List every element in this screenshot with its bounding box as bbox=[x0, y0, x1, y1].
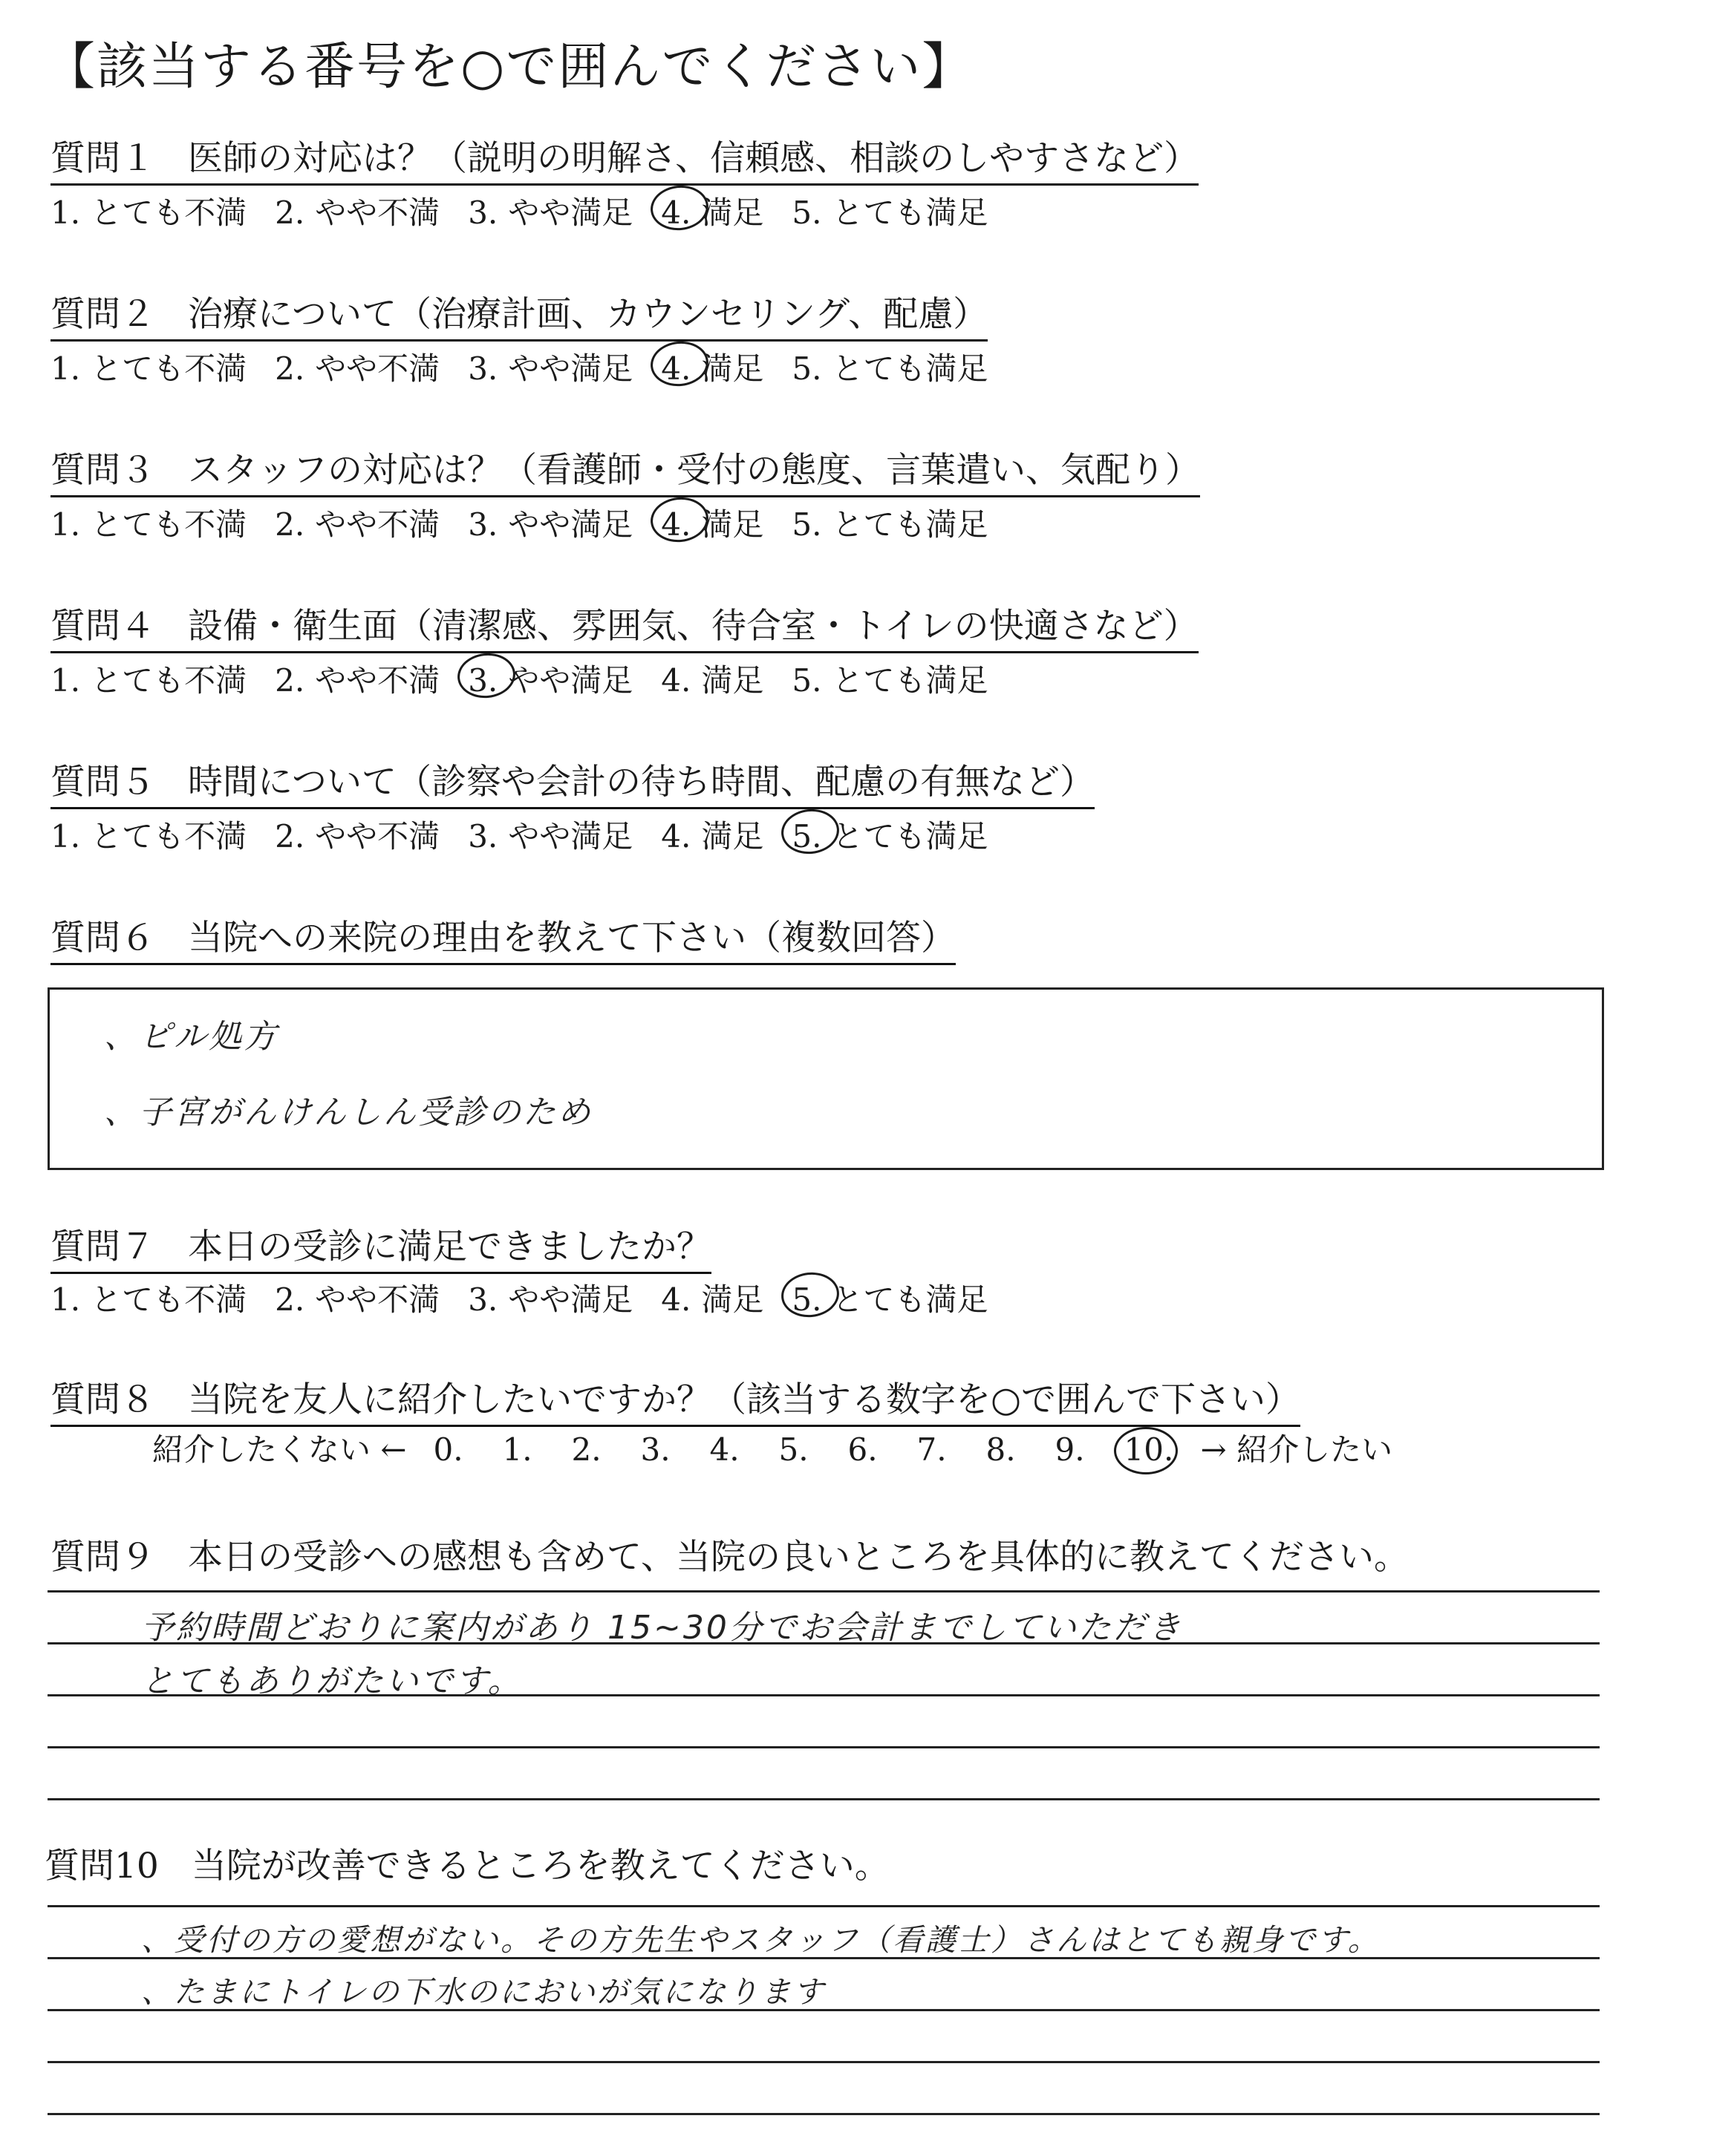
option-label: やや不満 bbox=[315, 818, 440, 855]
rating-option-5-selected[interactable] bbox=[792, 812, 988, 857]
question-number: 質問３ bbox=[50, 450, 155, 491]
rating-option-5[interactable] bbox=[792, 344, 988, 389]
scale-option-3[interactable]: 3. bbox=[640, 1431, 671, 1468]
question-9 bbox=[50, 1529, 1409, 1582]
option-label: とても不満 bbox=[91, 818, 247, 855]
question-number: 質問10 bbox=[45, 1846, 159, 1886]
scale-option-2[interactable]: 2. bbox=[571, 1431, 602, 1468]
answer-line bbox=[48, 1590, 1600, 1592]
option-number: 2. bbox=[275, 195, 305, 231]
question-number: 質問８ bbox=[50, 1379, 155, 1420]
option-number: 1. bbox=[50, 662, 81, 699]
question-10 bbox=[45, 1838, 890, 1891]
option-number: 4. bbox=[661, 818, 691, 855]
scale-option-0[interactable]: 0. bbox=[433, 1431, 463, 1468]
option-label: やや満足 bbox=[508, 818, 633, 855]
scale-right-label: → 紹介したい bbox=[1200, 1431, 1393, 1468]
option-label: やや不満 bbox=[315, 506, 440, 543]
answer-line bbox=[48, 2061, 1600, 2063]
recommend-scale bbox=[152, 1425, 1392, 1470]
question-3-options bbox=[50, 500, 1016, 545]
answer-line bbox=[48, 2113, 1600, 2115]
rating-option-3[interactable] bbox=[468, 189, 633, 233]
rating-option-4-selected[interactable] bbox=[661, 189, 763, 233]
rating-option-4[interactable] bbox=[661, 656, 763, 701]
q6-answer-2: 、子宮がんけんしん受診のため bbox=[104, 1094, 593, 1131]
question-1 bbox=[50, 131, 1199, 186]
question-2 bbox=[50, 287, 988, 342]
answer-line bbox=[48, 1694, 1600, 1696]
option-number: 3. bbox=[468, 350, 498, 387]
option-number: 5. bbox=[792, 506, 822, 543]
scale-option-8[interactable]: 8. bbox=[985, 1431, 1016, 1468]
question-2-options bbox=[50, 344, 1016, 389]
option-label: とても不満 bbox=[91, 350, 247, 387]
option-label: とても不満 bbox=[91, 506, 247, 543]
option-number: 4. bbox=[661, 1281, 691, 1318]
rating-option-2[interactable] bbox=[275, 812, 440, 857]
rating-option-1[interactable] bbox=[50, 344, 247, 389]
option-number: 2. bbox=[275, 350, 305, 387]
option-number: 4. bbox=[661, 662, 691, 699]
option-number: 1. bbox=[50, 195, 81, 231]
rating-option-2[interactable] bbox=[275, 189, 440, 233]
option-label: やや満足 bbox=[508, 350, 633, 387]
option-label: 満足 bbox=[701, 818, 764, 855]
question-text: 時間について（診察や会計の待ち時間、配慮の有無など） bbox=[188, 762, 1095, 803]
option-label: とても満足 bbox=[832, 818, 988, 855]
scale-option-9[interactable]: 9. bbox=[1055, 1431, 1085, 1468]
rating-option-1[interactable] bbox=[50, 1275, 247, 1320]
question-text: 本日の受診に満足できましたか？ bbox=[188, 1226, 711, 1267]
rating-option-2[interactable] bbox=[275, 1275, 440, 1320]
rating-option-1[interactable] bbox=[50, 500, 247, 545]
option-label: やや満足 bbox=[508, 506, 633, 543]
question-text: 設備・衛生面（清潔感、雰囲気、待合室・トイレの快適さなど） bbox=[188, 606, 1199, 647]
option-label: とても満足 bbox=[832, 506, 988, 543]
rating-option-5-selected[interactable] bbox=[792, 1275, 988, 1320]
question-text: 当院が改善できるところを教えてください。 bbox=[191, 1846, 890, 1886]
rating-option-2[interactable] bbox=[275, 344, 440, 389]
option-number: 3. bbox=[468, 506, 498, 543]
question-4-options bbox=[50, 656, 1016, 701]
question-number: 質問４ bbox=[50, 606, 155, 647]
rating-option-3[interactable] bbox=[468, 344, 633, 389]
option-label: やや満足 bbox=[508, 1281, 633, 1318]
question-number: 質問６ bbox=[50, 918, 155, 958]
rating-option-1[interactable] bbox=[50, 656, 247, 701]
option-label: 満足 bbox=[701, 506, 764, 543]
option-number: 4. bbox=[661, 195, 691, 231]
answer-line bbox=[48, 1905, 1600, 1907]
q9-answer-1: 予約時間どおりに案内があり 15~30分でお会計までしていただき bbox=[141, 1609, 1183, 1647]
answer-line bbox=[48, 1746, 1600, 1748]
question-text: 当院を友人に紹介したいですか？（該当する数字を○で囲んで下さい） bbox=[188, 1379, 1301, 1420]
question-5 bbox=[50, 754, 1095, 809]
rating-option-4[interactable] bbox=[661, 1275, 763, 1320]
rating-option-3[interactable] bbox=[468, 500, 633, 545]
rating-option-3[interactable] bbox=[468, 1275, 633, 1320]
q9-answer-2: とてもありがたいです。 bbox=[141, 1662, 523, 1700]
scale-option-10[interactable]: 10. bbox=[1124, 1431, 1193, 1468]
rating-option-5[interactable] bbox=[792, 189, 988, 233]
question-7-options bbox=[50, 1275, 1016, 1320]
option-label: やや不満 bbox=[315, 662, 440, 699]
question-number: 質問１ bbox=[50, 138, 155, 179]
question-text: 治療について（治療計画、カウンセリング、配慮） bbox=[188, 294, 988, 335]
option-label: とても満足 bbox=[832, 1281, 988, 1318]
rating-option-3[interactable] bbox=[468, 812, 633, 857]
scale-left-label: 紹介したくない ← bbox=[152, 1431, 407, 1468]
option-number: 1. bbox=[50, 818, 81, 855]
rating-option-5[interactable] bbox=[792, 500, 988, 545]
rating-option-2[interactable] bbox=[275, 500, 440, 545]
scale-option-1[interactable]: 1. bbox=[502, 1431, 532, 1468]
option-label: 満足 bbox=[701, 350, 764, 387]
option-label: とても満足 bbox=[832, 662, 988, 699]
option-number: 4. bbox=[661, 506, 691, 543]
option-label: やや満足 bbox=[508, 662, 633, 699]
option-number: 1. bbox=[50, 1281, 81, 1318]
rating-option-2[interactable] bbox=[275, 656, 440, 701]
q6-answer-box[interactable] bbox=[48, 987, 1604, 1170]
option-label: 満足 bbox=[701, 1281, 764, 1318]
option-label: とても満足 bbox=[832, 195, 988, 231]
rating-option-1[interactable] bbox=[50, 812, 247, 857]
answer-line bbox=[48, 2009, 1600, 2011]
option-number: 3. bbox=[468, 818, 498, 855]
question-number: 質問７ bbox=[50, 1226, 155, 1267]
question-7 bbox=[50, 1219, 711, 1274]
question-number: 質問５ bbox=[50, 762, 155, 803]
option-number: 4. bbox=[661, 350, 691, 387]
option-number: 2. bbox=[275, 818, 305, 855]
option-number: 5. bbox=[792, 350, 822, 387]
q6-answer-1: 、ピル処方 bbox=[104, 1018, 278, 1056]
option-label: とても満足 bbox=[832, 350, 988, 387]
page-heading: 【該当する番号を○で囲んでください】 bbox=[45, 38, 974, 97]
option-label: やや不満 bbox=[315, 350, 440, 387]
option-number: 5. bbox=[792, 662, 822, 699]
option-number: 3. bbox=[468, 1281, 498, 1318]
rating-option-4-selected[interactable] bbox=[661, 500, 763, 545]
question-number: 質問２ bbox=[50, 294, 155, 335]
option-label: やや不満 bbox=[315, 1281, 440, 1318]
option-number: 5. bbox=[792, 818, 822, 855]
option-label: とても不満 bbox=[91, 662, 247, 699]
question-8 bbox=[50, 1372, 1300, 1427]
scale-option-4[interactable]: 4. bbox=[709, 1431, 740, 1468]
option-number: 2. bbox=[275, 662, 305, 699]
scale-option-7[interactable]: 7. bbox=[916, 1431, 947, 1468]
option-label: やや満足 bbox=[508, 195, 633, 231]
q10-answer-2: 、たまにトイレの下水のにおいが気になります bbox=[141, 1974, 826, 2010]
scale-option-6[interactable]: 6. bbox=[847, 1431, 878, 1468]
option-number: 2. bbox=[275, 506, 305, 543]
rating-option-4-selected[interactable] bbox=[661, 344, 763, 389]
question-4 bbox=[50, 598, 1199, 653]
option-number: 3. bbox=[468, 195, 498, 231]
question-text: 医師の対応は？（説明の明解さ、信頼感、相談のしやすさなど） bbox=[188, 138, 1199, 179]
option-label: とても不満 bbox=[91, 195, 247, 231]
answer-line bbox=[48, 1798, 1600, 1800]
option-number: 1. bbox=[50, 350, 81, 387]
option-number: 3. bbox=[468, 662, 498, 699]
option-number: 5. bbox=[792, 1281, 822, 1318]
answer-line bbox=[48, 1642, 1600, 1644]
question-3 bbox=[50, 442, 1200, 497]
question-text: 当院への来院の理由を教えて下さい（複数回答） bbox=[188, 918, 956, 958]
rating-option-5[interactable] bbox=[792, 656, 988, 701]
option-number: 5. bbox=[792, 195, 822, 231]
option-number: 2. bbox=[275, 1281, 305, 1318]
question-6 bbox=[50, 910, 956, 965]
question-5-options bbox=[50, 812, 1016, 857]
question-text: 本日の受診への感想も含めて、当院の良いところを具体的に教えてください。 bbox=[188, 1537, 1409, 1578]
question-text: スタッフの対応は？（看護師・受付の態度、言葉遣い、気配り） bbox=[188, 450, 1200, 491]
option-label: 満足 bbox=[701, 662, 764, 699]
answer-line bbox=[48, 1957, 1600, 1959]
option-label: やや不満 bbox=[315, 195, 440, 231]
rating-option-4[interactable] bbox=[661, 812, 763, 857]
scale-option-5[interactable]: 5. bbox=[778, 1431, 809, 1468]
option-label: とても不満 bbox=[91, 1281, 247, 1318]
rating-option-1[interactable] bbox=[50, 189, 247, 233]
rating-option-3-selected[interactable] bbox=[468, 656, 633, 701]
question-number: 質問９ bbox=[50, 1537, 155, 1578]
q10-answer-1: 、受付の方の愛想がない。その方先生やスタッフ（看護士）さんはとても親身です。 bbox=[141, 1922, 1381, 1958]
option-label: 満足 bbox=[701, 195, 764, 231]
question-1-options bbox=[50, 189, 1016, 233]
option-number: 1. bbox=[50, 506, 81, 543]
